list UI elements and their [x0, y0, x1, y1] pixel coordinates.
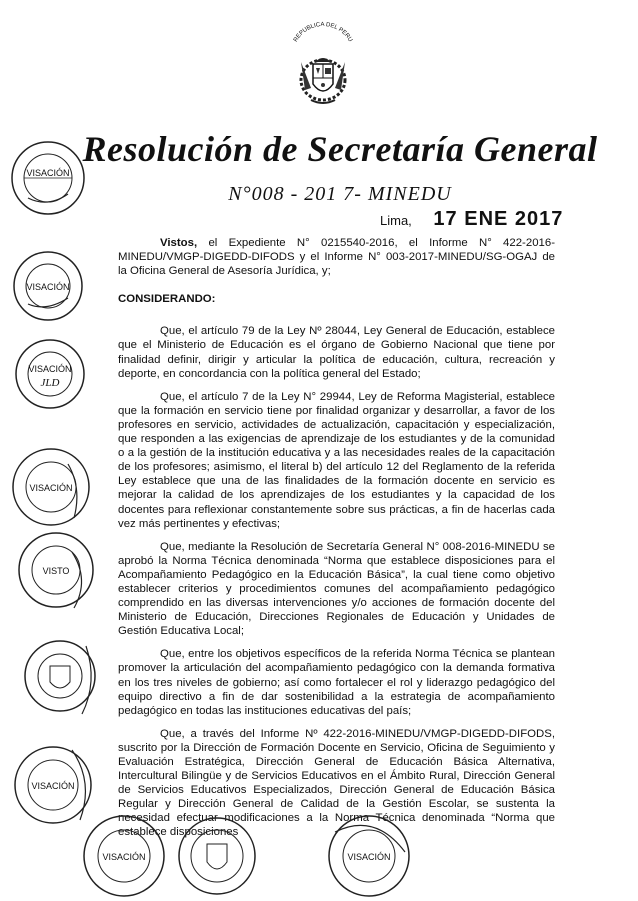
svg-text:VISACIÓN: VISACIÓN	[102, 852, 146, 862]
svg-text:VISACIÓN: VISACIÓN	[28, 364, 72, 374]
resolution-number: N°008 - 201 7- MINEDU	[228, 183, 452, 205]
city: Lima,	[380, 213, 412, 228]
visacion-stamp	[12, 336, 88, 412]
visacion-stamp	[20, 636, 100, 716]
crest-stamp	[175, 814, 259, 898]
svg-text:JLD: JLD	[40, 377, 60, 389]
svg-text:VISACIÓN: VISACIÓN	[31, 781, 75, 791]
coat-of-arms	[283, 18, 363, 110]
paragraph: Que, el artículo 79 de la Ley Nº 28044, Ley General de Educación, establece que el Ministerio de Educación es el órgano de Gobierno Nacional que tiene por finalidad definir, dirigir y articular la política de educación, cultura, recreación y deporte, en concordancia con la política general del Estado;	[118, 325, 555, 380]
svg-text:VISACIÓN: VISACIÓN	[29, 483, 73, 493]
vistos-paragraph	[118, 236, 555, 278]
paragraph: Que, a través del Informe Nº 422-2016-MINEDU/VMGP-DIGEDD-DIFODS, suscrito por la Dirección de Formación Docente en Servicio, Oficina de Seguimiento y Evaluación Estratégica, Dirección General de Educación Básica Alternativa, Intercultural Bilingüe y de Servicios Educativos en el Ámbito Rural, Dirección General de Servicios Educativos Especializados, Dirección General de Educación Básica Regular y Dirección General de Calidad de la Gestión Escolar, se sustenta la necesidad efectuar modificaciones a la Norma Técnica denominada “Norma que establece disposiciones	[118, 727, 555, 839]
document-body	[118, 236, 555, 849]
svg-text:REPUBLICA DEL PERU: REPUBLICA DEL PERU	[292, 21, 354, 44]
visacion-stamp	[10, 248, 86, 324]
svg-text:VISACIÓN: VISACIÓN	[347, 852, 391, 862]
paragraph: Que, entre los objetivos específicos de la referida Norma Técnica se plantean promover la articulación del acompañamiento pedagógico con la demanda formativa en los tres niveles de gobierno; así como fortalecer el rol y liderazgo pedagógico del equipo directivo a fin de dar sostenibilidad a la estrategia de acompañamiento pedagógico en todas las instituciones educativas del país;	[118, 648, 555, 717]
dateline	[380, 208, 580, 231]
visacion-stamp	[80, 812, 168, 900]
visto-stamp	[14, 528, 98, 612]
date: 17 ENE 2017	[433, 208, 564, 230]
visacion-stamp	[8, 138, 88, 218]
svg-text:VISACIÓN: VISACIÓN	[26, 168, 70, 178]
considerando-heading: CONSIDERANDO:	[118, 293, 216, 306]
visacion-stamp	[325, 812, 413, 900]
document-title: Resolución de Secretaría General	[82, 129, 598, 169]
svg-text:VISACIÓN: VISACIÓN	[26, 282, 70, 292]
visacion-stamp	[8, 444, 94, 530]
vistos-text: el Expediente N° 0215540-2016, el Informe N° 422-2016-MINEDU/VMGP-DIGEDD-DIFODS y el Informe N° 003-2017-MINEDU/SG-OGAJ de la Oficina General de Asesoría Jurídica, y;	[118, 237, 555, 278]
paragraph: Que, mediante la Resolución de Secretaría General N° 008-2016-MINEDU se aprobó la Norma Técnica denominada “Norma que establece disposiciones para el Acompañamiento Pedagógico en la Educación Básica”, la cual tiene como objetivo establecer criterios y procedimientos comunes del acompañamiento pedagógico comprendido en las diversas intervenciones y/o acciones de formación docente del Ministerio de Educación, Direcciones Regionales de Educación y Unidades de Gestión Educativa Local;	[118, 540, 555, 638]
svg-text:VISTO: VISTO	[42, 566, 70, 576]
paragraph: Que, el artículo 7 de la Ley N° 29944, Ley de Reforma Magisterial, establece que la formación en servicio tiene por finalidad organizar y desarrollar, a favor de los profesores en servicio, actividades de actualización, capacitación y especialización, que responden a las exigencias de aprendizaje de los estudiantes y de la comunidad o a la gestión de la institución educativa y a las necesidades reales de la capacitación de los profesores; asimismo, el literal b) del artículo 12 del Reglamento de la referida Ley establece que una de las finalidades de la formación docente en servicio es mejorar la calidad de los aprendizajes de los estudiantes y la capacidad de los docentes para reflexionar constantemente sobre sus prácticas, a fin de hacerlas cada vez más pertinentes y efectivas;	[118, 390, 555, 530]
vistos-label: Vistos,	[160, 237, 198, 249]
